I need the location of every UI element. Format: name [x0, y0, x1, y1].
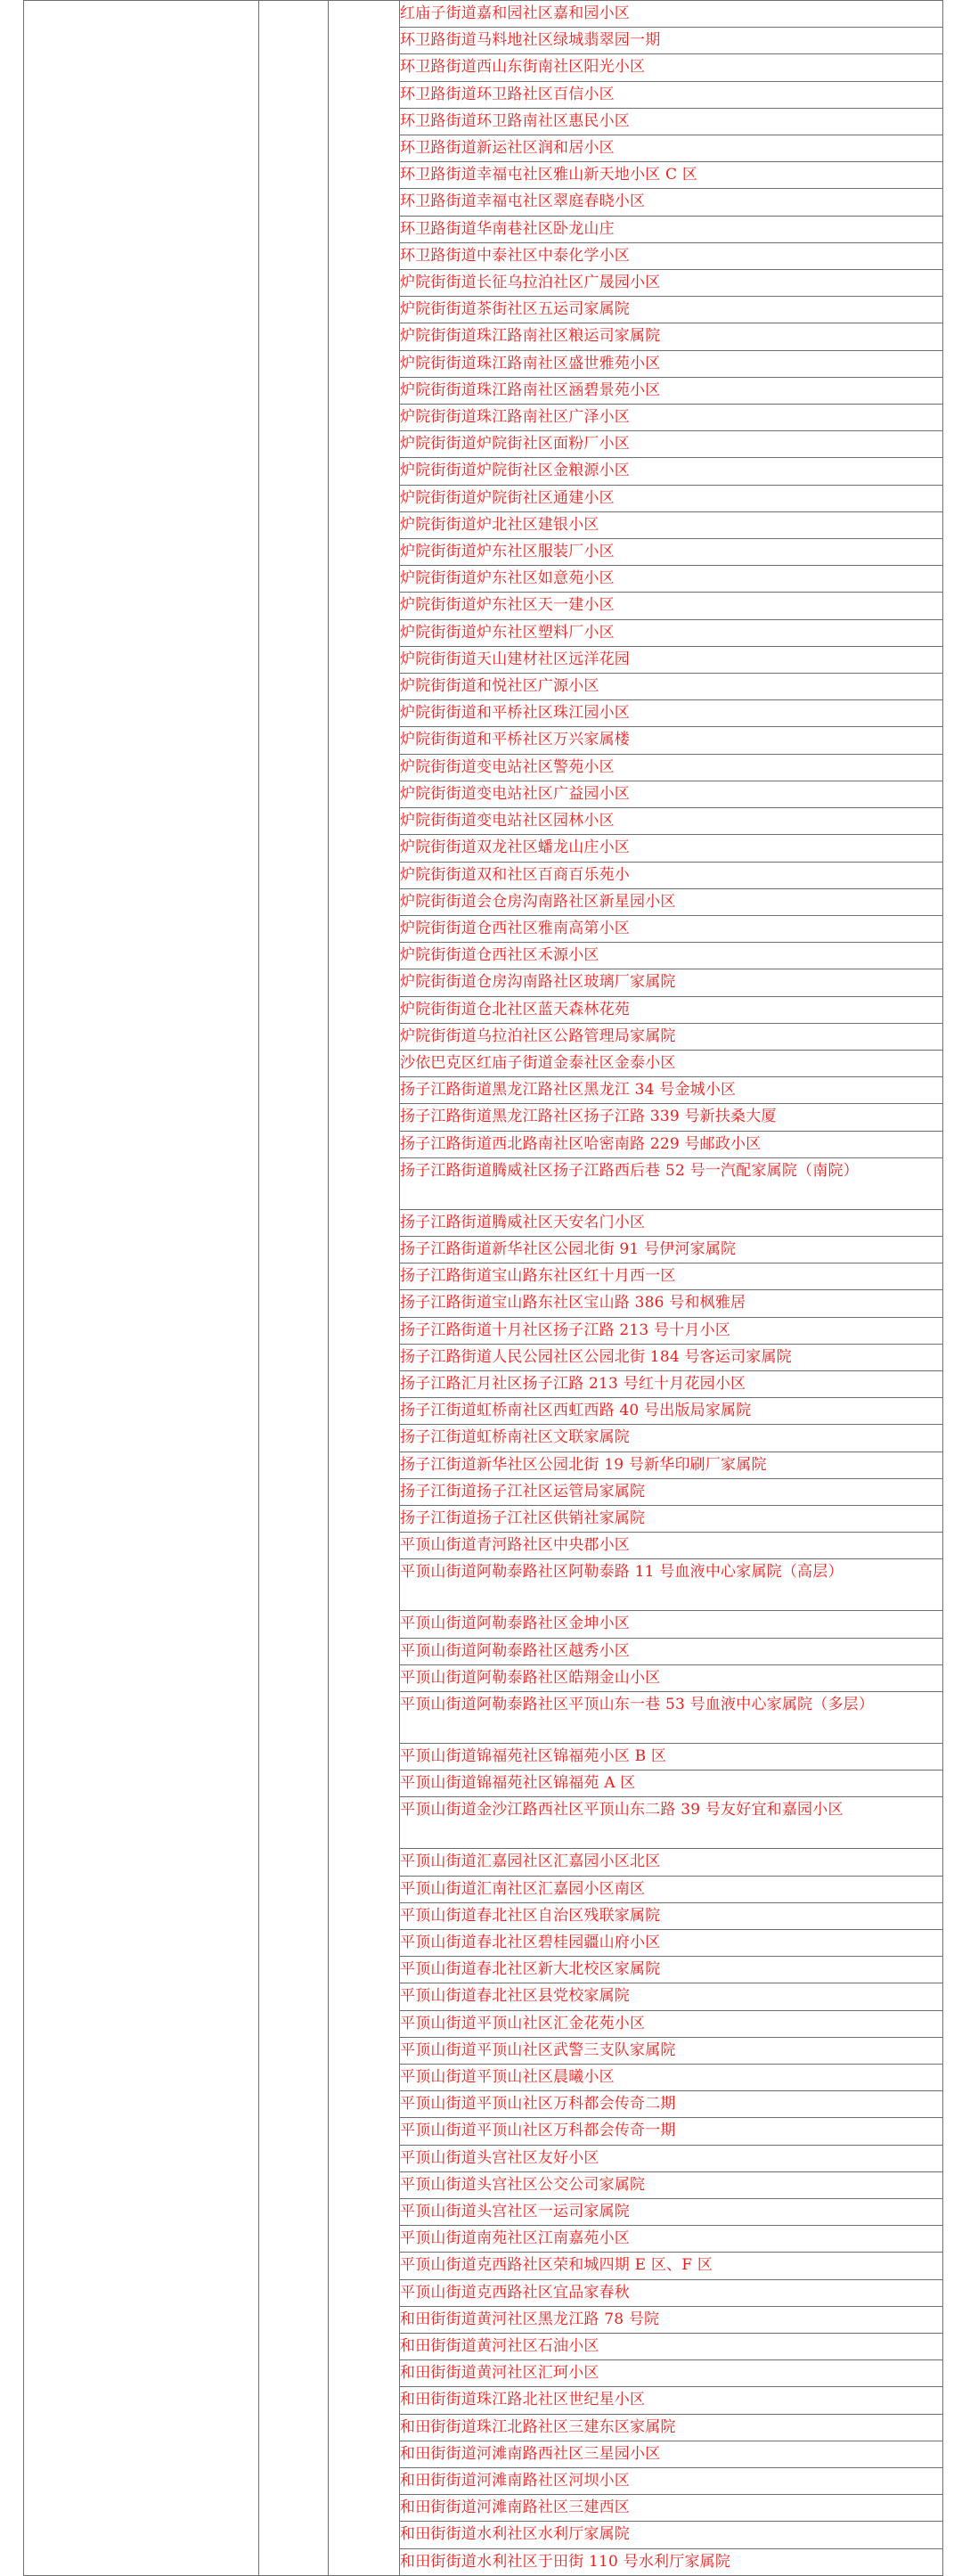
address-cell: 平顶山街道头宫社区友好小区: [400, 2145, 943, 2171]
address-cell: 炉院街街道炉东社区如意苑小区: [400, 566, 943, 593]
address-cell: 平顶山街道平顶山社区晨曦小区: [400, 2065, 943, 2091]
address-cell: 平顶山街道阿勒泰路社区金坤小区: [400, 1611, 943, 1638]
address-cell: 炉院街街道珠江路南社区广泽小区: [400, 405, 943, 431]
address-cell: 炉院街街道仓西社区禾源小区: [400, 943, 943, 969]
address-table: [23, 0, 943, 2576]
address-cell: 环卫路街道西山东街南社区阳光小区: [400, 54, 943, 81]
address-cell: 扬子江路街道新华社区公园北街 91 号伊河家属院: [400, 1236, 943, 1263]
address-cell: 炉院街街道变电站社区警苑小区: [400, 754, 943, 781]
address-cell: 扬子江路街道十月社区扬子江路 213 号十月小区: [400, 1317, 943, 1344]
address-cell: 炉院街街道珠江路南社区粮运司家属院: [400, 323, 943, 350]
address-cell: 平顶山街道平顶山社区武警三支队家属院: [400, 2037, 943, 2064]
address-cell: 和田街街道黄河社区汇珂小区: [400, 2360, 943, 2387]
address-cell: 平顶山街道汇嘉园社区汇嘉园小区北区: [400, 1849, 943, 1876]
address-cell: 扬子江路街道黑龙江路社区扬子江路 339 号新扶桑大厦: [400, 1104, 943, 1131]
address-cell: 炉院街街道仓北社区蓝天森林花苑: [400, 996, 943, 1023]
address-cell: 平顶山街道春北社区自治区残联家属院: [400, 1902, 943, 1929]
address-cell: 扬子江街道新华社区公园北街 19 号新华印刷厂家属院: [400, 1452, 943, 1478]
address-cell: 扬子江街道扬子江社区供销社家属院: [400, 1505, 943, 1532]
address-cell: 平顶山街道汇南社区汇嘉园小区南区: [400, 1876, 943, 1902]
address-cell: 和田街街道珠江北路社区三建东区家属院: [400, 2414, 943, 2441]
address-cell: 炉院街街道炉北社区建银小区: [400, 511, 943, 538]
address-cell: 沙依巴克区红庙子街道金泰社区金泰小区: [400, 1050, 943, 1076]
address-cell: 平顶山街道春北社区县党校家属院: [400, 1983, 943, 2010]
address-cell: 平顶山街道春北社区新大北校区家属院: [400, 1957, 943, 1983]
address-cell: 扬子江街道虹桥南社区文联家属院: [400, 1425, 943, 1452]
address-cell: 炉院街街道炉东社区塑料厂小区: [400, 619, 943, 646]
address-cell: 炉院街街道变电站社区广益园小区: [400, 781, 943, 807]
address-cell: 炉院街街道炉院街社区面粉厂小区: [400, 431, 943, 458]
address-cell: 炉院街街道长征乌拉泊社区广晟园小区: [400, 270, 943, 297]
address-cell: 炉院街街道乌拉泊社区公路管理局家属院: [400, 1023, 943, 1050]
address-cell: 和田街街道河滩南路西社区三星园小区: [400, 2441, 943, 2467]
table-row: [24, 1, 943, 28]
address-cell: 炉院街街道和悦社区广源小区: [400, 674, 943, 700]
address-cell: 炉院街街道变电站社区园林小区: [400, 808, 943, 835]
address-cell: 和田街街道河滩南路社区三建西区: [400, 2495, 943, 2522]
address-cell: 炉院街街道会仓房沟南路社区新星园小区: [400, 888, 943, 915]
address-cell: 扬子江路街道黑龙江路社区黑龙江 34 号金城小区: [400, 1077, 943, 1104]
address-cell: 扬子江路街道腾威社区扬子江路西后巷 52 号一汽配家属院（南院）: [400, 1157, 943, 1209]
address-cell: 扬子江路街道腾威社区天安名门小区: [400, 1209, 943, 1236]
address-cell: 平顶山街道阿勒泰路社区阿勒泰路 11 号血液中心家属院（高层）: [400, 1559, 943, 1611]
address-cell: 平顶山街道头宫社区一运司家属院: [400, 2199, 943, 2226]
address-cell: 扬子江路街道西北路南社区哈密南路 229 号邮政小区: [400, 1131, 943, 1157]
address-cell: 和田街街道水利社区水利厅家属院: [400, 2522, 943, 2548]
address-cell: 炉院街街道珠江路南社区涵碧景苑小区: [400, 377, 943, 404]
address-cell: 平顶山街道南苑社区江南嘉苑小区: [400, 2226, 943, 2253]
address-cell: 平顶山街道阿勒泰路社区越秀小区: [400, 1638, 943, 1664]
address-cell: 炉院街街道天山建材社区远洋花园: [400, 646, 943, 673]
address-cell: 环卫路街道环卫路社区百信小区: [400, 81, 943, 108]
address-cell: 炉院街街道茶街社区五运司家属院: [400, 297, 943, 323]
address-cell: 扬子江路街道宝山路东社区红十月西一区: [400, 1263, 943, 1290]
address-cell: 炉院街街道和平桥社区珠江园小区: [400, 700, 943, 727]
address-cell: 炉院街街道炉院街社区金粮源小区: [400, 458, 943, 485]
address-cell: 炉院街街道炉院街社区通建小区: [400, 485, 943, 511]
address-cell: 环卫路街道环卫路南社区惠民小区: [400, 108, 943, 135]
address-cell: 扬子江路汇月社区扬子江路 213 号红十月花园小区: [400, 1370, 943, 1397]
merged-cell-count: [259, 1, 329, 2576]
address-cell: 红庙子街道嘉和园社区嘉和园小区: [400, 1, 943, 28]
address-cell: 平顶山街道阿勒泰路社区皓翔金山小区: [400, 1664, 943, 1691]
address-cell: 炉院街街道双龙社区蟠龙山庄小区: [400, 835, 943, 862]
address-cell: 环卫路街道中泰社区中泰化学小区: [400, 242, 943, 269]
merged-cell-district: [24, 1, 259, 2576]
address-cell: 和田街街道河滩南路社区河坝小区: [400, 2468, 943, 2495]
address-cell: 环卫路街道华南巷社区卧龙山庄: [400, 216, 943, 242]
address-cell: 炉院街街道双和社区百商百乐苑小: [400, 862, 943, 888]
address-cell: 平顶山街道平顶山社区万科都会传奇二期: [400, 2091, 943, 2118]
address-cell: 平顶山街道春北社区碧桂园疆山府小区: [400, 1930, 943, 1957]
address-cell: 平顶山街道阿勒泰路社区平顶山东一巷 53 号血液中心家属院（多层）: [400, 1691, 943, 1743]
address-cell: 扬子江街道虹桥南社区西虹西路 40 号出版局家属院: [400, 1398, 943, 1425]
address-cell: 炉院街街道和平桥社区万兴家属楼: [400, 727, 943, 754]
address-cell: 环卫路街道马料地社区绿城翡翠园一期: [400, 28, 943, 54]
address-cell: 和田街街道珠江路北社区世纪星小区: [400, 2387, 943, 2414]
address-cell: 平顶山街道锦福苑社区锦福苑小区 B 区: [400, 1743, 943, 1770]
address-cell: 平顶山街道克西路社区宜品家春秋: [400, 2279, 943, 2306]
address-cell: 和田街街道水利社区于田街 110 号水利厅家属院: [400, 2548, 943, 2575]
address-cell: 和田街街道黄河社区黑龙江路 78 号院: [400, 2306, 943, 2333]
address-cell: 平顶山街道青河路社区中央郡小区: [400, 1533, 943, 1559]
address-cell: 平顶山街道平顶山社区汇金花苑小区: [400, 2010, 943, 2037]
address-table-body: [24, 1, 943, 2576]
address-cell: 扬子江路街道人民公园社区公园北街 184 号客运司家属院: [400, 1344, 943, 1370]
address-cell: 平顶山街道克西路社区荣和城四期 E 区、F 区: [400, 2253, 943, 2279]
merged-cell-category: [329, 1, 400, 2576]
address-cell: 炉院街街道仓西社区雅南高第小区: [400, 915, 943, 942]
address-cell: 和田街街道黄河社区石油小区: [400, 2334, 943, 2360]
address-cell: 平顶山街道平顶山社区万科都会传奇一期: [400, 2118, 943, 2145]
address-cell: 平顶山街道头宫社区公交公司家属院: [400, 2171, 943, 2198]
address-cell: 炉院街街道珠江路南社区盛世雅苑小区: [400, 350, 943, 377]
address-cell: 环卫路街道幸福屯社区翠庭春晓小区: [400, 189, 943, 216]
address-cell: 环卫路街道新运社区润和居小区: [400, 135, 943, 162]
address-cell: 扬子江路街道宝山路东社区宝山路 386 号和枫雅居: [400, 1290, 943, 1317]
address-cell: 平顶山街道金沙江路西社区平顶山东二路 39 号友好宜和嘉园小区: [400, 1797, 943, 1849]
address-cell: 环卫路街道幸福屯社区雅山新天地小区 C 区: [400, 162, 943, 189]
address-cell: 炉院街街道仓房沟南路社区玻璃厂家属院: [400, 969, 943, 996]
address-cell: 平顶山街道锦福苑社区锦福苑 A 区: [400, 1770, 943, 1797]
address-cell: 炉院街街道炉东社区天一建小区: [400, 593, 943, 619]
address-cell: 炉院街街道炉东社区服装厂小区: [400, 539, 943, 566]
address-cell: 扬子江街道扬子江社区运管局家属院: [400, 1478, 943, 1505]
